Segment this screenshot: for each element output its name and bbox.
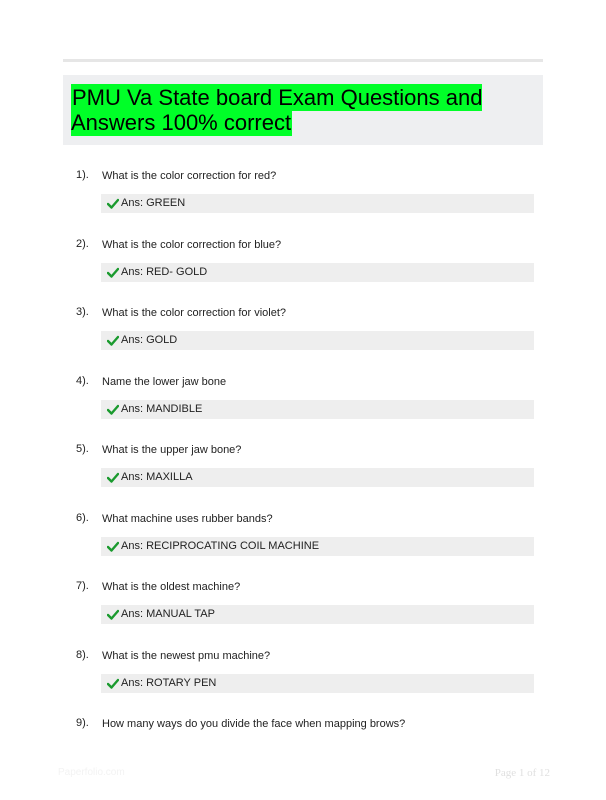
- checkmark-icon: [107, 678, 119, 689]
- document-title: PMU Va State board Exam Questions and Answers 100% correct: [71, 85, 483, 135]
- answer-box: [101, 537, 534, 556]
- question-number: 4).: [76, 374, 89, 387]
- answer-box: [101, 605, 534, 624]
- checkmark-icon: [107, 541, 119, 552]
- answer-text: Ans: MANUAL TAP: [121, 608, 215, 620]
- answer-text: Ans: GOLD: [121, 334, 178, 346]
- question-text: What is the upper jaw bone?: [102, 444, 242, 456]
- checkmark-icon: [107, 472, 119, 483]
- answer-text: Ans: GREEN: [121, 197, 186, 209]
- answer-box: [101, 263, 534, 282]
- question-text: Name the lower jaw bone: [102, 375, 227, 388]
- question-text: What is the color correction for blue?: [102, 238, 282, 251]
- answer-box: [101, 468, 534, 487]
- answer-box: [101, 674, 534, 693]
- answer-box: [101, 400, 534, 419]
- answer-text: Ans: RED- GOLD: [121, 265, 208, 278]
- question-number: 2).: [76, 237, 89, 250]
- question-number: 1).: [76, 169, 89, 181]
- answer-text: Ans: ROTARY PEN: [121, 676, 217, 689]
- answer-box: [101, 194, 534, 213]
- question-number: 6).: [76, 511, 89, 524]
- answer-text: Ans: RECIPROCATING COIL MACHINE: [121, 539, 320, 552]
- checkmark-icon: [107, 335, 119, 346]
- checkmark-icon: [107, 609, 119, 620]
- checkmark-icon: [107, 404, 119, 415]
- question-number: 3).: [76, 306, 89, 318]
- page-number: Page 1 of 12: [494, 767, 550, 779]
- question-number: 7).: [76, 580, 89, 592]
- question-text: How many ways do you divide the face when mapping brows?: [102, 718, 406, 730]
- question-text: What is the oldest machine?: [102, 581, 241, 593]
- answer-text: Ans: MAXILLA: [121, 471, 193, 483]
- question-text: What is the color correction for violet?: [102, 307, 287, 319]
- question-text: What is the newest pmu machine?: [102, 649, 271, 662]
- question-number: 9).: [76, 717, 89, 729]
- checkmark-icon: [107, 198, 119, 209]
- answer-text: Ans: MANDIBLE: [121, 402, 203, 415]
- answer-box: [101, 331, 534, 350]
- question-text: What is the color correction for red?: [102, 170, 277, 182]
- question-number: 5).: [76, 443, 89, 455]
- checkmark-icon: [107, 267, 119, 278]
- question-number: 8).: [76, 648, 89, 661]
- question-text: What machine uses rubber bands?: [102, 512, 273, 525]
- footer-watermark: Paperfolio.com: [58, 767, 125, 778]
